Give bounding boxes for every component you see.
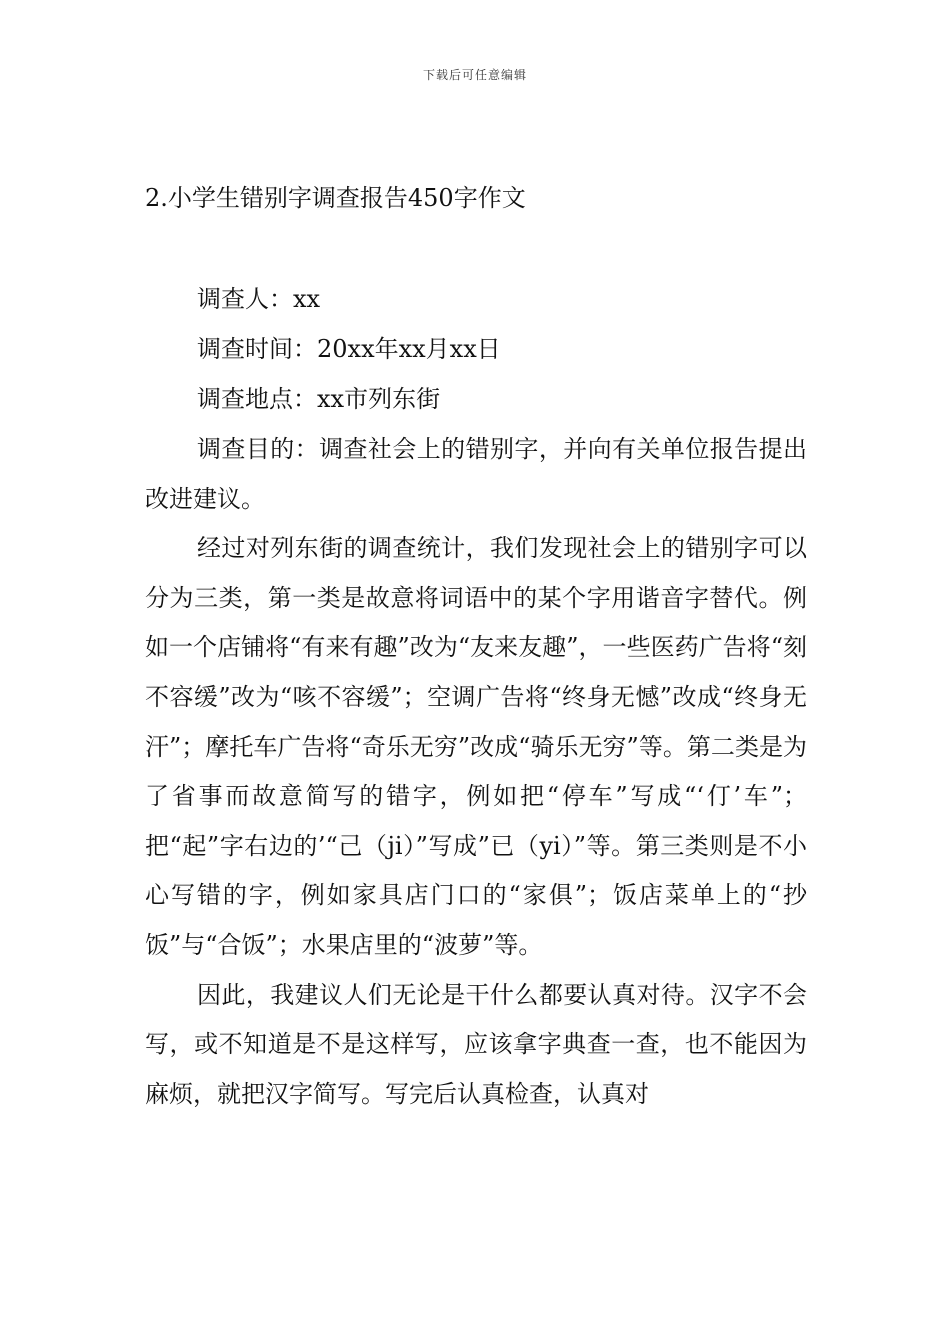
meta-survey-time: 调查时间：20xx年xx月xx日 [197, 335, 501, 363]
page-header-note: 下载后可任意编辑 [422, 68, 527, 82]
paragraph-findings: 经过对列东街的调查统计，我们发现社会上的错别字可以分为三类，第一类是故意将词语中的某个字用谐音字替代。例如一个店铺将“有来有趣”改为“友来友趣”，一些医药广告将“刻不容缓”改为“咳不容缓”；空调广告将“终身无憾”改成“终身无汗”；摩托车广告将“奇乐无穷”改成“骑乐无穷”等。第二类是为了省事而故意简写的错字，例如把“停车”写成“‘仃’车”；把“起”字右边的’“己（ji）”写成”已（yi）”等。第三类则是不小心写错的字，例如家具店门口的“家俱”；饭店菜单上的“抄饭”与“合饭”；水果店里的“波萝”等。 [145, 534, 807, 959]
document-title: 2.小学生错别字调查报告450字作文 [145, 184, 526, 212]
meta-investigator: 调查人：xx [197, 285, 321, 313]
paragraph-purpose: 调查目的：调查社会上的错别字，并向有关单位报告提出改进建议。 [145, 435, 807, 513]
paragraph-suggestion: 因此，我建议人们无论是干什么都要认真对待。汉字不会写，或不知道是不是这样写，应该拿字典查一查，也不能因为麻烦，就把汉字简写。写完后认真检查，认真对 [145, 980, 807, 1108]
document-body [145, 425, 807, 1119]
meta-survey-place: 调查地点：xx市列东街 [197, 385, 441, 413]
